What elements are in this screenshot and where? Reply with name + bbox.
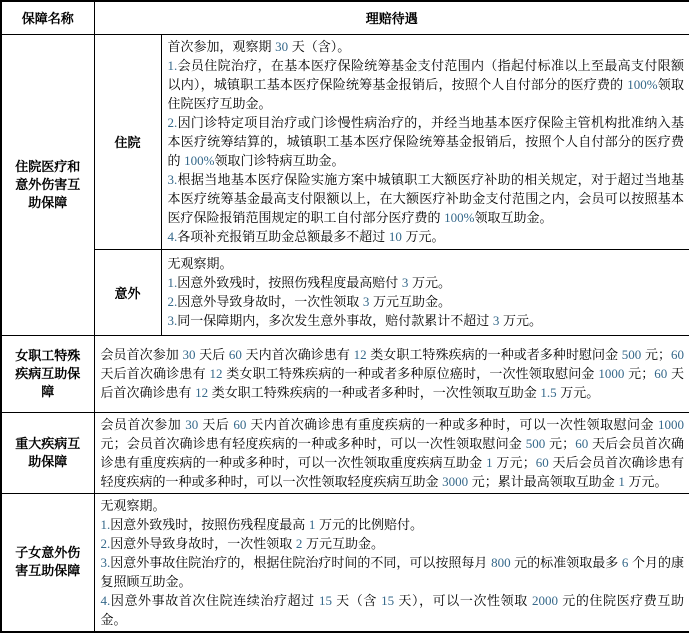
paragraph: 2.因意外导致身故时，一次性领取 3 万元互助金。 (167, 294, 451, 309)
table-row-major-disease (1, 412, 689, 493)
benefit-name-child-accident: 子女意外伤害互助保障 (1, 493, 94, 632)
detail-female-special-disease (94, 335, 689, 412)
table-row-child-accident (1, 493, 689, 632)
paragraph: 会员首次参加 30 天后 60 天内首次确诊患有 12 类女职工特殊疾病的一种或者多种时慰问金 500 元；60 天后首次确诊患有 12 类女职工特殊疾病的一种或者多种原位癌时，一次性领取慰问金 1000 元；60 天后首次确诊患有 12 类女职工特殊疾病的一种或者多种时，一次性领取互助金 1.5 万元。 (100, 347, 685, 400)
table-row-female-special-disease (1, 335, 689, 412)
paragraph: 2.因意外导致身故时，一次性领取 2 万元互助金。 (100, 535, 384, 551)
paragraph: 3.因意外事故住院治疗的，根据住院治疗时间的不同，可以按照每月 800 元的标准领取最多 6 个月的康复照顾互助金。 (100, 554, 684, 589)
detail-child-accident (94, 493, 689, 632)
detail-accident (161, 249, 689, 335)
paragraph: 1.因意外致残时，按照伤残程度最高 1 万元的比例赔付。 (100, 516, 423, 532)
paragraph: 3.根据当地基本医疗保险实施方案中城镇职工大额医疗补助的相关规定，对于超过当地基本医疗统筹基金最高支付限额以上，在大额医疗补助金支付范围之内，会员可以按照基本医疗保险报销范围规定的职工自付部分医疗费的 100%领取互助金。 (167, 172, 685, 225)
paragraph: 会员首次参加 30 天后 60 天内首次确诊患有重度疾病的一种或多种时，可以一次性领取慰问金 1000 元；会员首次确诊患有轻度疾病的一种或多种时，可以一次性领取慰问金 500 元；60 天后会员首次确诊患有重度疾病的一种或多种时，可以一次性领取重度疾病互助金 1 万元；60 天后会员首次确诊患有轻度疾病的一种或多种时，可以一次性领取轻度疾病互助金 3000 元；累计最高领取互助金 1 万元。 (100, 416, 684, 489)
header-benefit-name: 保障名称 (1, 1, 94, 34)
table-row-accident (1, 249, 689, 335)
benefit-name-hospital-accident: 住院医疗和意外伤害互助保障 (1, 34, 94, 335)
paragraph: 1.因意外致残时，按照伤残程度最高赔付 3 万元。 (167, 275, 451, 290)
paragraph: 无观察期。 (100, 497, 166, 513)
paragraph: 3.同一保障期内，多次发生意外事故，赔付款累计不超过 3 万元。 (167, 313, 542, 328)
detail-major-disease (94, 412, 689, 493)
detail-hospital (161, 34, 689, 249)
paragraph: 2.因门诊特定项目治疗或门诊慢性病治疗的，并经当地基本医疗保险主管机构批准纳入基本医疗统筹结算的，城镇职工基本医疗保险统筹基金报销后，按照个人自付部分的医疗费的 100%领取门诊特病互助金。 (167, 115, 685, 168)
sub-label-accident: 意外 (94, 249, 161, 335)
benefit-name-female-special-disease: 女职工特殊疾病互助保障 (1, 335, 94, 412)
paragraph: 首次参加，观察期 30 天（含）。 (167, 39, 351, 54)
header-claim-treatment: 理赔待遇 (94, 1, 689, 34)
paragraph: 4.各项补充报销互助金总额最多不超过 10 万元。 (167, 229, 445, 244)
paragraph: 1.会员住院治疗，在基本医疗保险统筹基金支付范围内（指起付标准以上至最高支付限额以内），城镇职工基本医疗保险统筹基金报销后，按照个人自付部分的医疗费的 100%领取住院医疗互助金。 (167, 58, 685, 111)
paragraph: 无观察期。 (167, 256, 233, 271)
sub-label-hospital: 住院 (94, 34, 161, 249)
benefit-name-major-disease: 重大疾病互助保障 (1, 412, 94, 493)
paragraph: 4.因意外事故首次住院连续治疗超过 15 天（含 15 天），可以一次性领取 2000 元的住院医疗费互助金。 (100, 592, 684, 627)
table-header-row (1, 1, 689, 34)
table-row-hospital (1, 34, 689, 249)
